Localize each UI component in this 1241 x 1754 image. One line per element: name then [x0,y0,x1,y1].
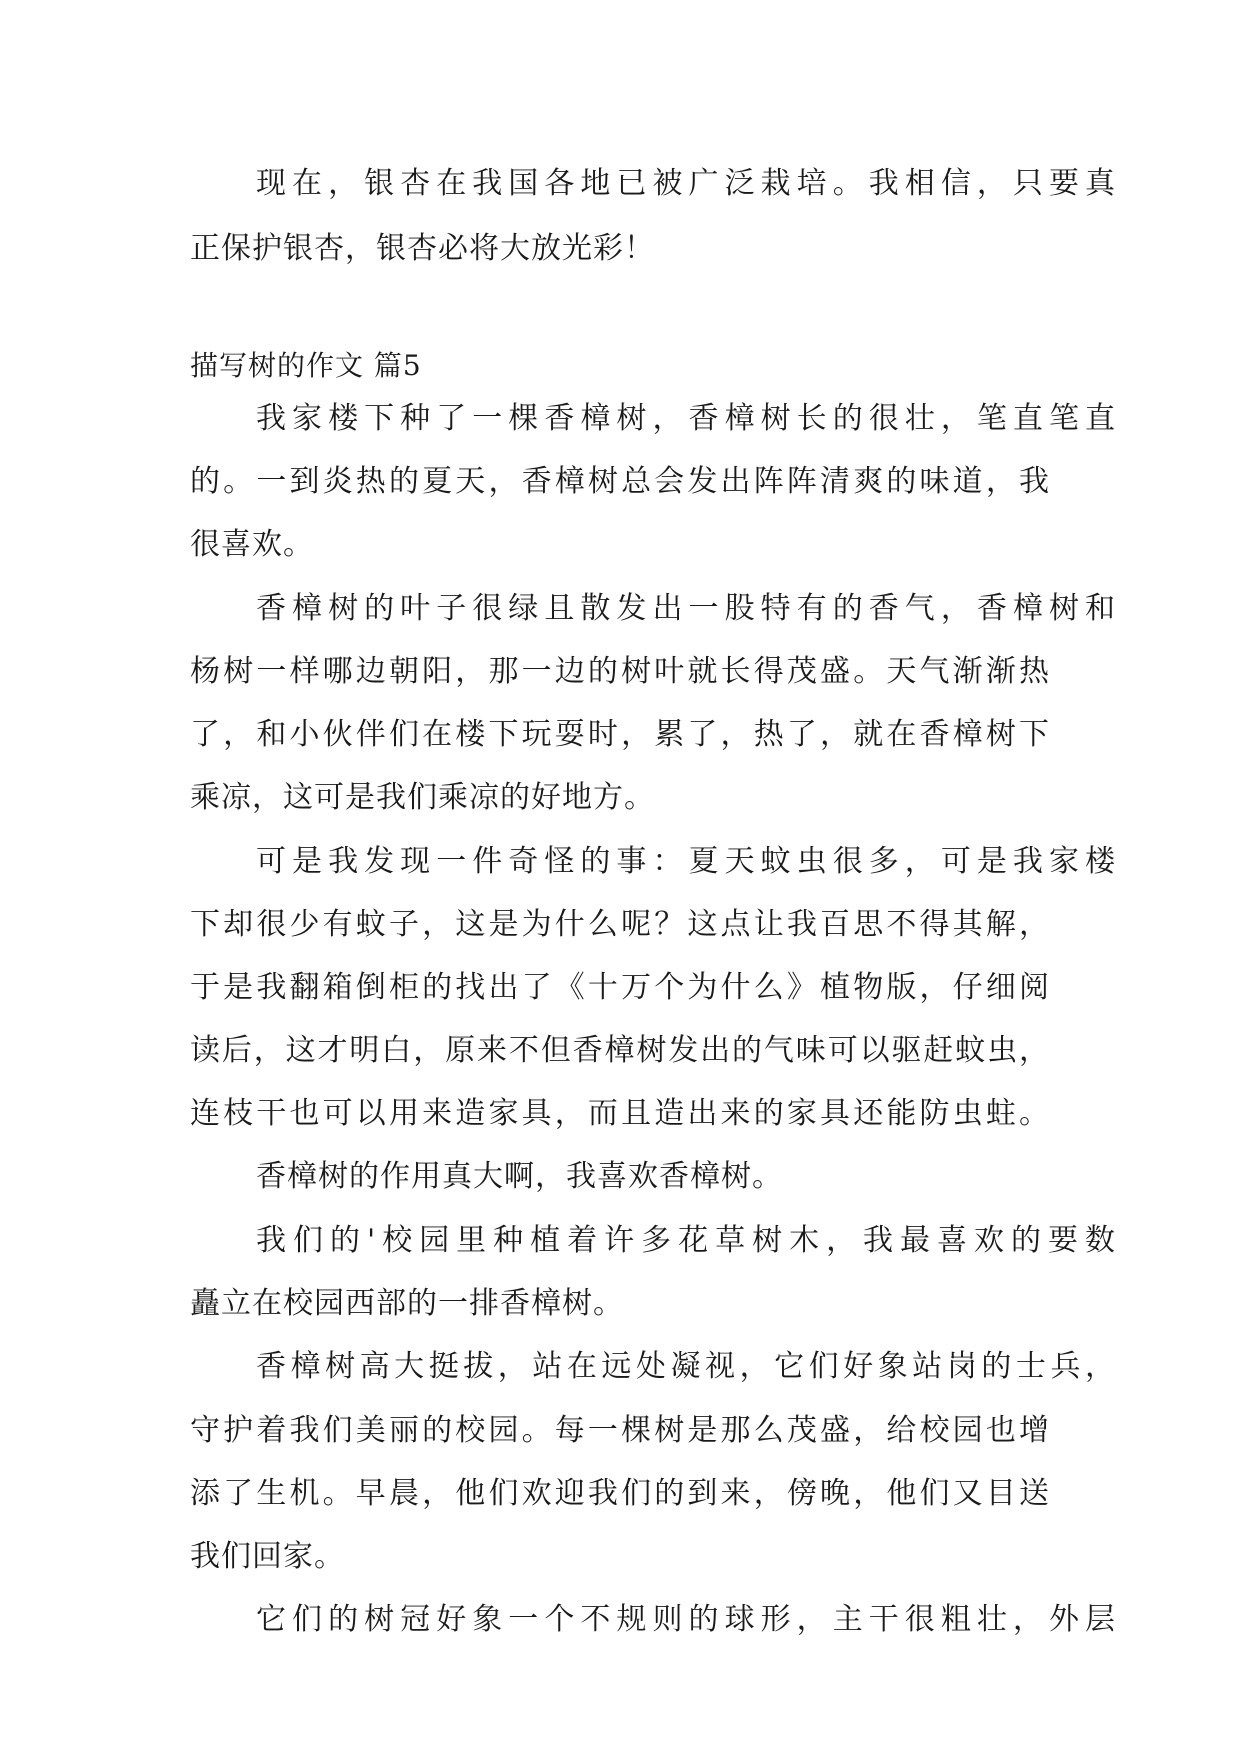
paragraph-line: 守护着我们美丽的校园。每一棵树是那么茂盛，给校园也增 [190,1413,1050,1448]
paragraph-line: 了，和小伙伴们在楼下玩耍时，累了，热了，就在香樟树下 [190,717,1050,752]
paragraph-line: 杨树一样哪边朝阳，那一边的树叶就长得茂盛。天气渐渐热 [190,654,1050,689]
paragraph-line: 于是我翻箱倒柜的找出了《十万个为什么》植物版，仔细阅 [190,970,1050,1005]
paragraph-line: 我家楼下种了一棵香樟树，香樟树长的很壮，笔直笔直 [256,401,1116,436]
paragraph-line: 下却很少有蚊子，这是为什么呢？这点让我百思不得其解， [190,907,1050,942]
paragraph-line: 连枝干也可以用来造家具，而且造出来的家具还能防虫蛀。 [190,1096,1050,1131]
paragraph-line: 矗立在校园西部的一排香樟树。 [190,1286,624,1321]
paragraph-line: 我们回家。 [190,1539,345,1574]
paragraph-line: 香樟树的叶子很绿且散发出一股特有的香气，香樟树和 [256,591,1116,626]
paragraph-line: 的。一到炎热的夏天，香樟树总会发出阵阵清爽的味道，我 [190,464,1050,499]
paragraph-line: 乘凉，这可是我们乘凉的好地方。 [190,780,655,815]
paragraph-line: 现在，银杏在我国各地已被广泛栽培。我相信，只要真 [256,166,1116,201]
paragraph-line: 它们的树冠好象一个不规则的球形，主干很粗壮，外层 [256,1602,1116,1637]
paragraph-line: 可是我发现一件奇怪的事：夏天蚊虫很多，可是我家楼 [256,844,1116,879]
paragraph-line: 正保护银杏，银杏必将大放光彩！ [190,231,655,266]
paragraph-line: 我们的'校园里种植着许多花草树木，我最喜欢的要数 [256,1223,1116,1258]
paragraph-line: 读后，这才明白，原来不但香樟树发出的气味可以驱赶蚊虫， [190,1033,1050,1068]
section-heading: 描写树的作文 篇5 [190,349,422,382]
paragraph-line: 添了生机。早晨，他们欢迎我们的到来，傍晚，他们又目送 [190,1476,1050,1511]
paragraph-line: 香樟树高大挺拔，站在远处凝视，它们好象站岗的士兵， [256,1349,1116,1384]
paragraph-line: 很喜欢。 [190,527,314,562]
paragraph-line: 香樟树的作用真大啊，我喜欢香樟树。 [256,1159,783,1194]
